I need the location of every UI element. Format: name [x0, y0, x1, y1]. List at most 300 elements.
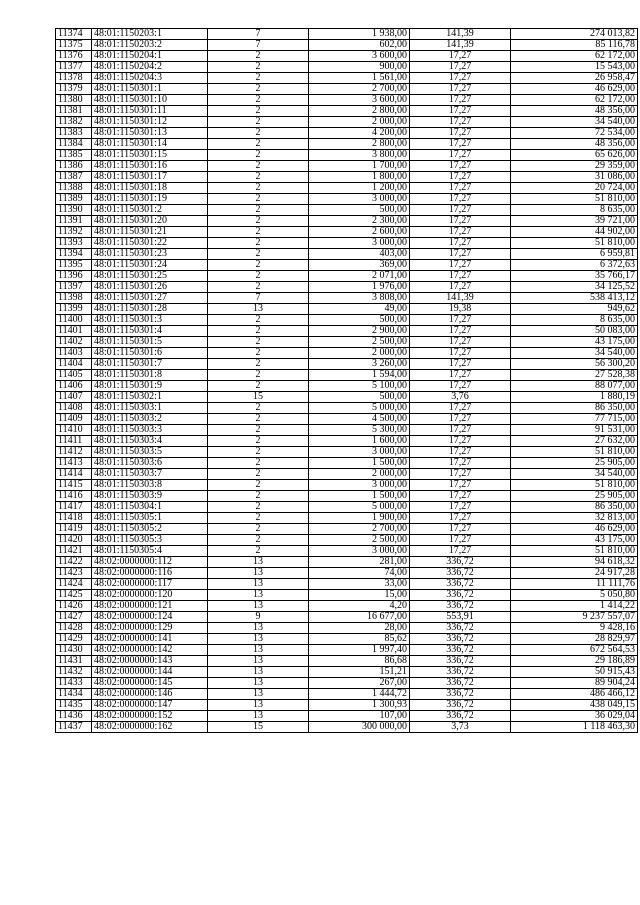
cadastral-number-cell: 48:01:1150203:1 — [92, 29, 208, 40]
table-row — [56, 634, 638, 645]
table-row — [56, 29, 638, 40]
table-row — [56, 447, 638, 458]
group-code-cell: 13 — [208, 634, 309, 645]
table-row — [56, 161, 638, 172]
group-code-cell: 15 — [208, 392, 309, 403]
group-code-cell: 2 — [208, 260, 309, 271]
cadastral-number-cell: 48:02:0000000:116 — [92, 568, 208, 579]
row-number-cell: 11398 — [56, 293, 92, 304]
cadastral-number-cell: 48:02:0000000:143 — [92, 656, 208, 667]
cadastral-number-cell: 48:01:1150301:4 — [92, 326, 208, 337]
specific-value-cell: 19,38 — [410, 304, 511, 315]
group-code-cell: 2 — [208, 84, 309, 95]
specific-value-cell: 17,27 — [410, 359, 511, 370]
group-code-cell: 2 — [208, 249, 309, 260]
specific-value-cell: 17,27 — [410, 95, 511, 106]
group-code-cell: 2 — [208, 458, 309, 469]
group-code-cell: 2 — [208, 106, 309, 117]
area-cell: 3 000,00 — [309, 194, 410, 205]
table-row — [56, 128, 638, 139]
specific-value-cell: 17,27 — [410, 238, 511, 249]
specific-value-cell: 336,72 — [410, 634, 511, 645]
group-code-cell: 2 — [208, 95, 309, 106]
group-code-cell: 2 — [208, 117, 309, 128]
cadastral-number-cell: 48:01:1150301:27 — [92, 293, 208, 304]
specific-value-cell: 336,72 — [410, 678, 511, 689]
group-code-cell: 7 — [208, 40, 309, 51]
row-number-cell: 11410 — [56, 425, 92, 436]
cadastral-value-cell: 51 810,00 — [511, 546, 638, 557]
area-cell: 1 938,00 — [309, 29, 410, 40]
area-cell: 2 000,00 — [309, 469, 410, 480]
row-number-cell: 11386 — [56, 161, 92, 172]
group-code-cell: 13 — [208, 304, 309, 315]
specific-value-cell: 17,27 — [410, 381, 511, 392]
specific-value-cell: 17,27 — [410, 62, 511, 73]
specific-value-cell: 17,27 — [410, 172, 511, 183]
row-number-cell: 11389 — [56, 194, 92, 205]
area-cell: 4,20 — [309, 601, 410, 612]
cadastral-number-cell: 48:01:1150301:24 — [92, 260, 208, 271]
table-row — [56, 62, 638, 73]
area-cell: 2 700,00 — [309, 524, 410, 535]
group-code-cell: 13 — [208, 711, 309, 722]
cadastral-value-cell: 86 350,00 — [511, 403, 638, 414]
table-body — [56, 29, 638, 733]
specific-value-cell: 17,27 — [410, 524, 511, 535]
area-cell: 1 800,00 — [309, 172, 410, 183]
specific-value-cell: 17,27 — [410, 348, 511, 359]
table-row — [56, 249, 638, 260]
cadastral-value-cell: 35 766,17 — [511, 271, 638, 282]
area-cell: 2 600,00 — [309, 227, 410, 238]
cadastral-value-cell: 949,62 — [511, 304, 638, 315]
specific-value-cell: 17,27 — [410, 282, 511, 293]
cadastral-value-cell: 65 626,00 — [511, 150, 638, 161]
cadastral-number-cell: 48:01:1150301:6 — [92, 348, 208, 359]
row-number-cell: 11426 — [56, 601, 92, 612]
cadastral-number-cell: 48:01:1150301:25 — [92, 271, 208, 282]
specific-value-cell: 17,27 — [410, 513, 511, 524]
area-cell: 267,00 — [309, 678, 410, 689]
area-cell: 2 300,00 — [309, 216, 410, 227]
specific-value-cell: 17,27 — [410, 447, 511, 458]
specific-value-cell: 17,27 — [410, 535, 511, 546]
specific-value-cell: 336,72 — [410, 579, 511, 590]
group-code-cell: 2 — [208, 172, 309, 183]
table-row — [56, 590, 638, 601]
cadastral-value-cell: 31 086,00 — [511, 172, 638, 183]
row-number-cell: 11407 — [56, 392, 92, 403]
group-code-cell: 2 — [208, 381, 309, 392]
specific-value-cell: 336,72 — [410, 656, 511, 667]
cadastral-number-cell: 48:01:1150305:4 — [92, 546, 208, 557]
table-row — [56, 513, 638, 524]
table-row — [56, 315, 638, 326]
cadastral-value-cell: 34 125,52 — [511, 282, 638, 293]
group-code-cell: 2 — [208, 359, 309, 370]
specific-value-cell: 17,27 — [410, 161, 511, 172]
area-cell: 2 800,00 — [309, 106, 410, 117]
group-code-cell: 2 — [208, 513, 309, 524]
row-number-cell: 11378 — [56, 73, 92, 84]
table-row — [56, 403, 638, 414]
specific-value-cell: 17,27 — [410, 106, 511, 117]
table-row — [56, 304, 638, 315]
table-row — [56, 425, 638, 436]
cadastral-number-cell: 48:01:1150301:26 — [92, 282, 208, 293]
group-code-cell: 7 — [208, 29, 309, 40]
table-row — [56, 172, 638, 183]
cadastral-value-cell: 11 111,76 — [511, 579, 638, 590]
group-code-cell: 13 — [208, 700, 309, 711]
table-row — [56, 293, 638, 304]
cadastral-value-cell: 51 810,00 — [511, 480, 638, 491]
area-cell: 2 500,00 — [309, 535, 410, 546]
table-row — [56, 106, 638, 117]
group-code-cell: 13 — [208, 689, 309, 700]
area-cell: 1 561,00 — [309, 73, 410, 84]
cadastral-number-cell: 48:01:1150302:1 — [92, 392, 208, 403]
area-cell: 16 677,00 — [309, 612, 410, 623]
area-cell: 3 260,00 — [309, 359, 410, 370]
cadastral-value-cell: 46 629,00 — [511, 84, 638, 95]
cadastral-number-cell: 48:02:0000000:112 — [92, 557, 208, 568]
cadastral-number-cell: 48:02:0000000:144 — [92, 667, 208, 678]
specific-value-cell: 17,27 — [410, 414, 511, 425]
row-number-cell: 11387 — [56, 172, 92, 183]
cadastral-value-cell: 34 540,00 — [511, 117, 638, 128]
specific-value-cell: 17,27 — [410, 370, 511, 381]
group-code-cell: 2 — [208, 183, 309, 194]
group-code-cell: 2 — [208, 370, 309, 381]
cadastral-number-cell: 48:01:1150304:1 — [92, 502, 208, 513]
table-row — [56, 722, 638, 733]
row-number-cell: 11380 — [56, 95, 92, 106]
group-code-cell: 13 — [208, 557, 309, 568]
group-code-cell: 2 — [208, 546, 309, 557]
cadastral-value-cell: 88 077,00 — [511, 381, 638, 392]
group-code-cell: 2 — [208, 337, 309, 348]
group-code-cell: 2 — [208, 205, 309, 216]
specific-value-cell: 17,27 — [410, 117, 511, 128]
cadastral-value-cell: 25 905,00 — [511, 491, 638, 502]
row-number-cell: 11397 — [56, 282, 92, 293]
row-number-cell: 11437 — [56, 722, 92, 733]
table-row — [56, 84, 638, 95]
group-code-cell: 2 — [208, 150, 309, 161]
cadastral-number-cell: 48:01:1150203:2 — [92, 40, 208, 51]
specific-value-cell: 17,27 — [410, 546, 511, 557]
group-code-cell: 2 — [208, 491, 309, 502]
group-code-cell: 2 — [208, 271, 309, 282]
group-code-cell: 2 — [208, 524, 309, 535]
row-number-cell: 11388 — [56, 183, 92, 194]
specific-value-cell: 17,27 — [410, 491, 511, 502]
area-cell: 300 000,00 — [309, 722, 410, 733]
area-cell: 1 200,00 — [309, 183, 410, 194]
cadastral-value-cell: 51 810,00 — [511, 447, 638, 458]
area-cell: 2 500,00 — [309, 337, 410, 348]
area-cell: 74,00 — [309, 568, 410, 579]
area-cell: 1 900,00 — [309, 513, 410, 524]
row-number-cell: 11418 — [56, 513, 92, 524]
area-cell: 602,00 — [309, 40, 410, 51]
cadastral-value-cell: 62 172,00 — [511, 95, 638, 106]
cadastral-number-cell: 48:01:1150303:8 — [92, 480, 208, 491]
area-cell: 5 000,00 — [309, 403, 410, 414]
row-number-cell: 11435 — [56, 700, 92, 711]
cadastral-value-cell: 51 810,00 — [511, 194, 638, 205]
group-code-cell: 13 — [208, 623, 309, 634]
cadastral-value-cell: 43 175,00 — [511, 535, 638, 546]
area-cell: 5 000,00 — [309, 502, 410, 513]
row-number-cell: 11423 — [56, 568, 92, 579]
cadastral-value-cell: 56 300,20 — [511, 359, 638, 370]
specific-value-cell: 17,27 — [410, 216, 511, 227]
group-code-cell: 13 — [208, 579, 309, 590]
row-number-cell: 11401 — [56, 326, 92, 337]
area-cell: 3 000,00 — [309, 546, 410, 557]
specific-value-cell: 553,91 — [410, 612, 511, 623]
specific-value-cell: 141,39 — [410, 293, 511, 304]
table-row — [56, 557, 638, 568]
cadastral-value-cell: 5 050,80 — [511, 590, 638, 601]
row-number-cell: 11412 — [56, 447, 92, 458]
cadastral-value-cell: 6 959,81 — [511, 249, 638, 260]
group-code-cell: 2 — [208, 326, 309, 337]
area-cell: 2 900,00 — [309, 326, 410, 337]
row-number-cell: 11382 — [56, 117, 92, 128]
cadastral-value-cell: 25 905,00 — [511, 458, 638, 469]
cadastral-value-cell: 24 917,28 — [511, 568, 638, 579]
table-row — [56, 216, 638, 227]
row-number-cell: 11404 — [56, 359, 92, 370]
row-number-cell: 11396 — [56, 271, 92, 282]
cadastral-number-cell: 48:01:1150204:1 — [92, 51, 208, 62]
table-row — [56, 40, 638, 51]
row-number-cell: 11424 — [56, 579, 92, 590]
table-row — [56, 689, 638, 700]
specific-value-cell: 17,27 — [410, 150, 511, 161]
row-number-cell: 11428 — [56, 623, 92, 634]
area-cell: 3 800,00 — [309, 150, 410, 161]
specific-value-cell: 17,27 — [410, 469, 511, 480]
group-code-cell: 2 — [208, 161, 309, 172]
area-cell: 1 500,00 — [309, 458, 410, 469]
specific-value-cell: 17,27 — [410, 51, 511, 62]
cadastral-value-cell: 32 813,00 — [511, 513, 638, 524]
group-code-cell: 2 — [208, 282, 309, 293]
table-row — [56, 282, 638, 293]
table-row — [56, 238, 638, 249]
area-cell: 1 700,00 — [309, 161, 410, 172]
cadastral-number-cell: 48:02:0000000:146 — [92, 689, 208, 700]
group-code-cell: 13 — [208, 656, 309, 667]
cadastral-value-cell: 77 715,00 — [511, 414, 638, 425]
row-number-cell: 11433 — [56, 678, 92, 689]
specific-value-cell: 141,39 — [410, 29, 511, 40]
cadastral-number-cell: 48:01:1150301:22 — [92, 238, 208, 249]
row-number-cell: 11408 — [56, 403, 92, 414]
table-row — [56, 370, 638, 381]
table-row — [56, 491, 638, 502]
area-cell: 1 997,40 — [309, 645, 410, 656]
cadastral-value-cell: 6 372,63 — [511, 260, 638, 271]
cadastral-number-cell: 48:01:1150301:18 — [92, 183, 208, 194]
row-number-cell: 11417 — [56, 502, 92, 513]
cadastral-value-cell: 44 902,00 — [511, 227, 638, 238]
area-cell: 500,00 — [309, 392, 410, 403]
group-code-cell: 2 — [208, 128, 309, 139]
row-number-cell: 11409 — [56, 414, 92, 425]
row-number-cell: 11395 — [56, 260, 92, 271]
cadastral-number-cell: 48:02:0000000:145 — [92, 678, 208, 689]
cadastral-number-cell: 48:02:0000000:121 — [92, 601, 208, 612]
cadastral-value-cell: 15 543,00 — [511, 62, 638, 73]
area-cell: 2 071,00 — [309, 271, 410, 282]
specific-value-cell: 17,27 — [410, 260, 511, 271]
area-cell: 5 100,00 — [309, 381, 410, 392]
cadastral-number-cell: 48:01:1150301:19 — [92, 194, 208, 205]
specific-value-cell: 17,27 — [410, 326, 511, 337]
area-cell: 33,00 — [309, 579, 410, 590]
specific-value-cell: 336,72 — [410, 590, 511, 601]
table-row — [56, 51, 638, 62]
area-cell: 3 000,00 — [309, 480, 410, 491]
group-code-cell: 13 — [208, 590, 309, 601]
cadastral-number-cell: 48:01:1150303:7 — [92, 469, 208, 480]
table-row — [56, 546, 638, 557]
cadastral-number-cell: 48:01:1150301:21 — [92, 227, 208, 238]
cadastral-value-cell: 9 237 557,07 — [511, 612, 638, 623]
specific-value-cell: 17,27 — [410, 315, 511, 326]
specific-value-cell: 17,27 — [410, 502, 511, 513]
area-cell: 2 000,00 — [309, 348, 410, 359]
table-row — [56, 480, 638, 491]
row-number-cell: 11384 — [56, 139, 92, 150]
table-row — [56, 205, 638, 216]
row-number-cell: 11405 — [56, 370, 92, 381]
cadastral-value-cell: 8 635,00 — [511, 315, 638, 326]
table-row — [56, 645, 638, 656]
row-number-cell: 11415 — [56, 480, 92, 491]
cadastral-number-cell: 48:01:1150301:13 — [92, 128, 208, 139]
area-cell: 500,00 — [309, 205, 410, 216]
cadastral-value-cell: 29 359,00 — [511, 161, 638, 172]
row-number-cell: 11430 — [56, 645, 92, 656]
specific-value-cell: 17,27 — [410, 337, 511, 348]
area-cell: 2 700,00 — [309, 84, 410, 95]
cadastral-number-cell: 48:02:0000000:162 — [92, 722, 208, 733]
specific-value-cell: 17,27 — [410, 227, 511, 238]
cadastral-value-cell: 94 618,32 — [511, 557, 638, 568]
cadastral-value-cell: 1 880,19 — [511, 392, 638, 403]
cadastral-number-cell: 48:01:1150305:3 — [92, 535, 208, 546]
specific-value-cell: 336,72 — [410, 645, 511, 656]
cadastral-number-cell: 48:01:1150301:10 — [92, 95, 208, 106]
table-row — [56, 700, 638, 711]
row-number-cell: 11391 — [56, 216, 92, 227]
row-number-cell: 11381 — [56, 106, 92, 117]
group-code-cell: 2 — [208, 194, 309, 205]
group-code-cell: 15 — [208, 722, 309, 733]
cadastral-number-cell: 48:01:1150301:9 — [92, 381, 208, 392]
table-row — [56, 469, 638, 480]
cadastral-value-cell: 34 540,00 — [511, 348, 638, 359]
specific-value-cell: 17,27 — [410, 183, 511, 194]
cadastral-number-cell: 48:02:0000000:120 — [92, 590, 208, 601]
group-code-cell: 2 — [208, 502, 309, 513]
cadastral-number-cell: 48:01:1150301:5 — [92, 337, 208, 348]
row-number-cell: 11379 — [56, 84, 92, 95]
cadastral-number-cell: 48:02:0000000:152 — [92, 711, 208, 722]
table-row — [56, 623, 638, 634]
cadastral-value-cell: 274 013,82 — [511, 29, 638, 40]
specific-value-cell: 3,73 — [410, 722, 511, 733]
row-number-cell: 11419 — [56, 524, 92, 535]
group-code-cell: 13 — [208, 601, 309, 612]
table-row — [56, 535, 638, 546]
table-row — [56, 326, 638, 337]
cadastral-value-cell: 46 629,00 — [511, 524, 638, 535]
table-row — [56, 601, 638, 612]
specific-value-cell: 17,27 — [410, 271, 511, 282]
area-cell: 4 500,00 — [309, 414, 410, 425]
table-row — [56, 568, 638, 579]
area-cell: 3 000,00 — [309, 238, 410, 249]
row-number-cell: 11425 — [56, 590, 92, 601]
cadastral-number-cell: 48:01:1150301:16 — [92, 161, 208, 172]
cadastral-number-cell: 48:01:1150303:2 — [92, 414, 208, 425]
cadastral-value-cell: 27 632,00 — [511, 436, 638, 447]
table-row — [56, 458, 638, 469]
specific-value-cell: 17,27 — [410, 249, 511, 260]
area-cell: 3 000,00 — [309, 447, 410, 458]
table-row — [56, 711, 638, 722]
cadastral-number-cell: 48:01:1150303:3 — [92, 425, 208, 436]
table-row — [56, 579, 638, 590]
cadastral-value-cell: 86 350,00 — [511, 502, 638, 513]
specific-value-cell: 17,27 — [410, 73, 511, 84]
cadastral-value-cell: 34 540,00 — [511, 469, 638, 480]
cadastral-number-cell: 48:01:1150303:6 — [92, 458, 208, 469]
row-number-cell: 11377 — [56, 62, 92, 73]
specific-value-cell: 17,27 — [410, 128, 511, 139]
area-cell: 500,00 — [309, 315, 410, 326]
row-number-cell: 11394 — [56, 249, 92, 260]
area-cell: 1 594,00 — [309, 370, 410, 381]
area-cell: 49,00 — [309, 304, 410, 315]
cadastral-value-cell: 72 534,00 — [511, 128, 638, 139]
area-cell: 3 808,00 — [309, 293, 410, 304]
area-cell: 2 000,00 — [309, 117, 410, 128]
cadastral-value-cell: 89 904,24 — [511, 678, 638, 689]
row-number-cell: 11393 — [56, 238, 92, 249]
specific-value-cell: 17,27 — [410, 194, 511, 205]
cadastral-value-cell: 48 356,00 — [511, 106, 638, 117]
area-cell: 15,00 — [309, 590, 410, 601]
cadastral-number-cell: 48:01:1150301:17 — [92, 172, 208, 183]
table-row — [56, 436, 638, 447]
area-cell: 2 800,00 — [309, 139, 410, 150]
area-cell: 1 500,00 — [309, 491, 410, 502]
group-code-cell: 13 — [208, 678, 309, 689]
group-code-cell: 2 — [208, 414, 309, 425]
cadastral-value-cell: 538 413,12 — [511, 293, 638, 304]
row-number-cell: 11422 — [56, 557, 92, 568]
cadastral-value-cell: 1 414,22 — [511, 601, 638, 612]
